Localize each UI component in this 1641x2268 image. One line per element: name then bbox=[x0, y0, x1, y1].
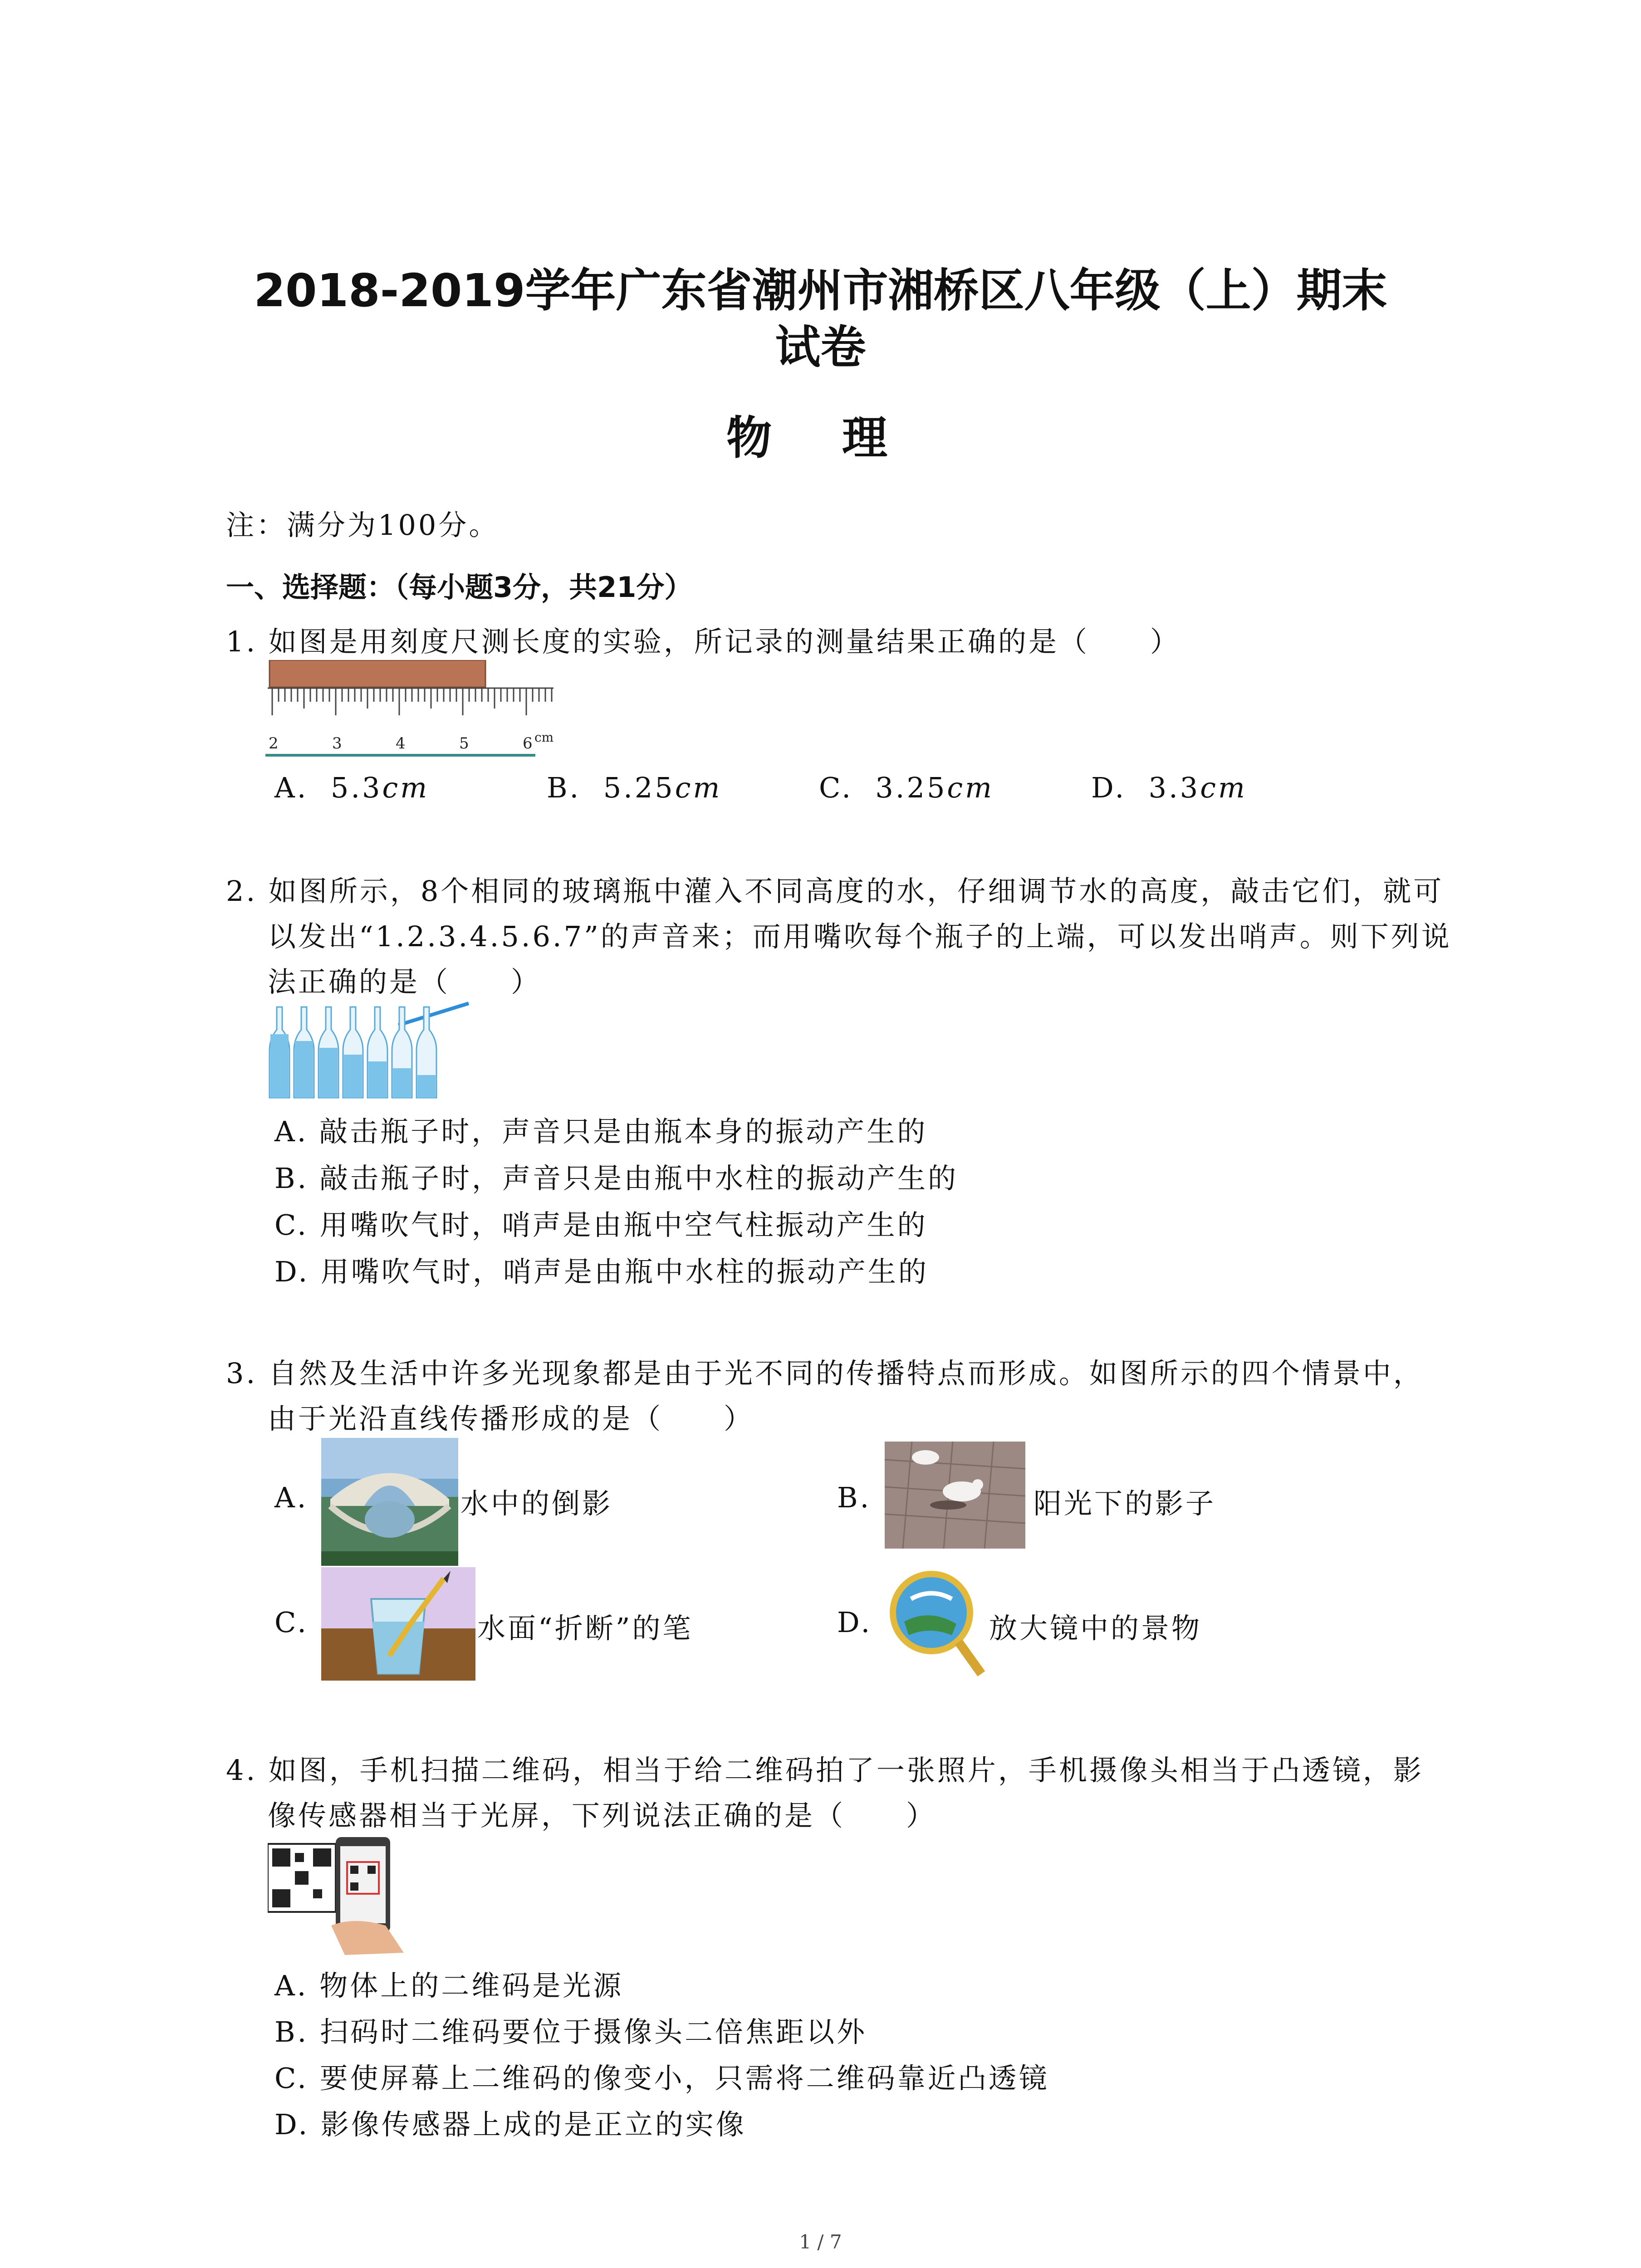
q2-option-a: A. 敲击瓶子时，声音只是由瓶本身的振动产生的 bbox=[274, 1115, 928, 1148]
q2-option-b: B. 敲击瓶子时，声音只是由瓶中水柱的振动产生的 bbox=[274, 1162, 958, 1195]
bottle bbox=[343, 1007, 363, 1098]
q3-option-d-letter: D. bbox=[837, 1606, 872, 1639]
bottle bbox=[294, 1007, 314, 1098]
exam-title-line2: 试卷 bbox=[775, 321, 866, 374]
pencil-in-water-image bbox=[321, 1567, 475, 1681]
section-heading: 一、选择题：（每小题3分，共21分） bbox=[226, 571, 693, 604]
q1-option-d: D. 3.3cm bbox=[1091, 771, 1247, 804]
q4-option-b: B. 扫码时二维码要位于摄像头二倍焦距以外 bbox=[274, 2015, 867, 2048]
ruler-label-3: 3 bbox=[332, 734, 342, 753]
magnifier-image bbox=[884, 1567, 988, 1681]
q3-option-b-letter: B. bbox=[837, 1481, 872, 1514]
q3-option-a-letter: A. bbox=[274, 1481, 309, 1514]
question-2-stem-line2: 以发出“1.2.3.4.5.6.7”的声音来；而用嘴吹每个瓶子的上端，可以发出哨声。则下列说 bbox=[268, 920, 1452, 953]
phone-qr-scan-image bbox=[268, 1835, 417, 1957]
question-4-stem-line2: 像传感器相当于光屏，下列说法正确的是（ ） bbox=[268, 1799, 937, 1832]
bottle bbox=[318, 1007, 338, 1098]
exam-title-line1: 2018-2019学年广东省潮州市湘桥区八年级（上）期末 bbox=[254, 264, 1387, 317]
bridge-reflection-image bbox=[321, 1438, 458, 1566]
ruler-label-5: 5 bbox=[459, 734, 469, 753]
q1-option-a: A. 5.3cm bbox=[274, 771, 430, 804]
ruler-figure bbox=[263, 660, 563, 764]
q3-option-c-caption: 水面“折断”的笔 bbox=[477, 1612, 693, 1645]
dove-shadow-image bbox=[885, 1442, 1025, 1549]
q4-option-d: D. 影像传感器上成的是正立的实像 bbox=[274, 2108, 746, 2141]
q1-option-b: B. 5.25cm bbox=[547, 771, 722, 804]
bottle bbox=[367, 1007, 387, 1098]
subject-title: 物 理 bbox=[726, 411, 915, 464]
bottle bbox=[416, 1007, 436, 1098]
ruler-label-4: 4 bbox=[396, 734, 406, 753]
ruler-unit-label: cm bbox=[534, 730, 554, 745]
q3-option-a-caption: 水中的倒影 bbox=[460, 1487, 613, 1520]
q2-option-d: D. 用嘴吹气时，哨声是由瓶中水柱的振动产生的 bbox=[274, 1255, 929, 1288]
q3-option-c-letter: C. bbox=[274, 1606, 309, 1639]
q4-option-c: C. 要使屏幕上二维码的像变小，只需将二维码靠近凸透镜 bbox=[274, 2062, 1049, 2095]
q3-option-b-caption: 阳光下的影子 bbox=[1034, 1487, 1216, 1520]
page-number: 1 / 7 bbox=[799, 2231, 842, 2253]
question-2-stem-line3: 法正确的是（ ） bbox=[268, 965, 542, 998]
question-4-stem-line1: 4. 如图，手机扫描二维码，相当于给二维码拍了一张照片，手机摄像头相当于凸透镜，影 bbox=[226, 1754, 1424, 1787]
question-1-stem: 1. 如图是用刻度尺测长度的实验，所记录的测量结果正确的是（ ） bbox=[226, 625, 1181, 658]
q2-option-c: C. 用嘴吹气时，哨声是由瓶中空气柱振动产生的 bbox=[274, 1208, 928, 1242]
ruler-label-2: 2 bbox=[269, 734, 279, 753]
question-2-stem-line1: 2. 如图所示，8个相同的玻璃瓶中灌入不同高度的水，仔细调节水的高度，敲击它们，就可 bbox=[226, 875, 1444, 908]
score-note: 注：满分为100分。 bbox=[226, 508, 500, 542]
q4-option-a: A. 物体上的二维码是光源 bbox=[274, 1969, 624, 2002]
q1-option-c: C. 3.25cm bbox=[819, 771, 994, 804]
ruler-label-6: 6 bbox=[523, 734, 533, 753]
bottle bbox=[269, 1007, 289, 1098]
question-3-stem-line2: 由于光沿直线传播形成的是（ ） bbox=[268, 1402, 754, 1435]
question-3-stem-line1: 3. 自然及生活中许多光现象都是由于光不同的传播特点而形成。如图所示的四个情景中， bbox=[226, 1357, 1424, 1390]
bottles-figure bbox=[267, 998, 475, 1107]
q3-option-d-caption: 放大镜中的景物 bbox=[989, 1612, 1202, 1645]
